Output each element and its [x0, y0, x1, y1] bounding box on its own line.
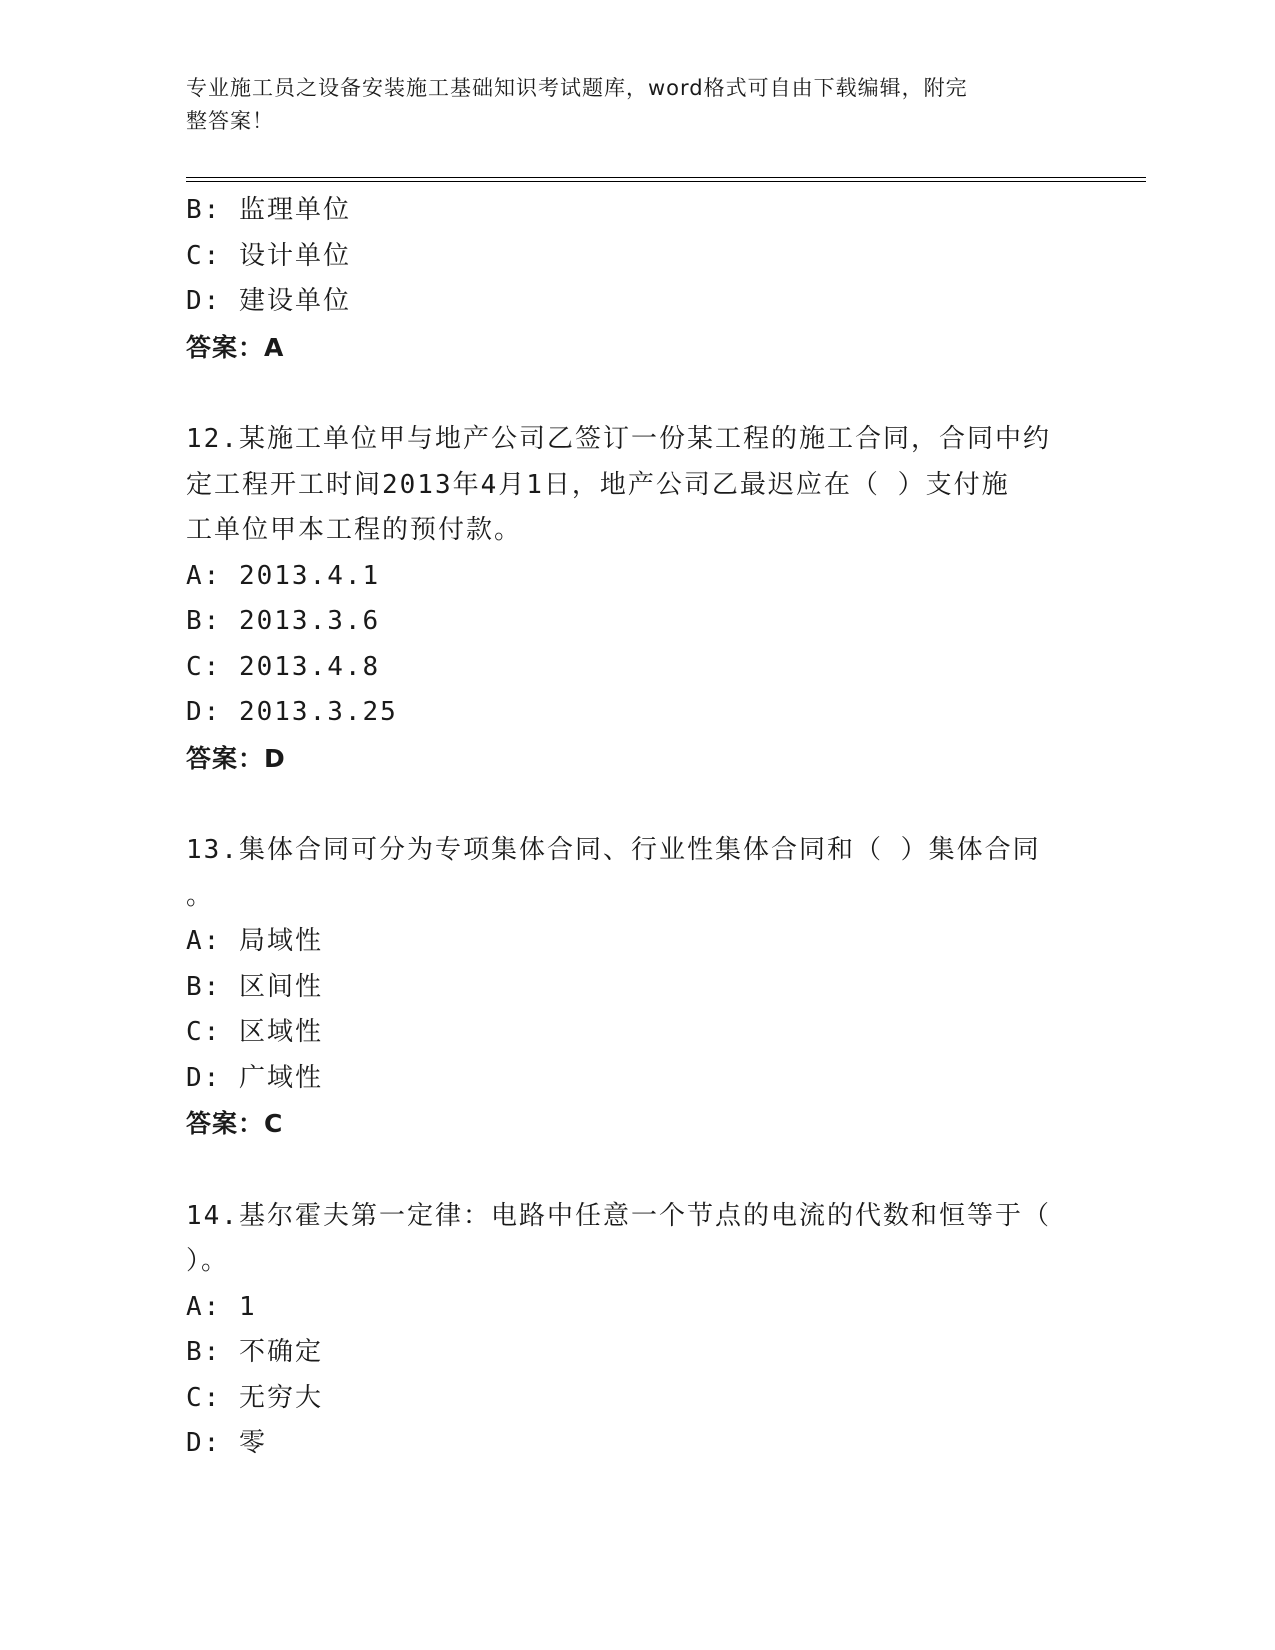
option-c: C: 设计单位 [186, 240, 351, 271]
header-divider-bottom [186, 181, 1146, 182]
option-d: D: 2013.3.25 [186, 697, 398, 727]
option-b: B: 不确定 [186, 1337, 323, 1367]
option-d: D: 广域性 [186, 1062, 323, 1093]
header-divider-top [186, 177, 1146, 178]
question-stem-line: 14.基尔霍夫第一定律：电路中任意一个节点的电流的代数和恒等于（ [186, 1200, 1051, 1231]
answer-label: 答案：D [186, 743, 286, 773]
question-stem-line: 工单位甲本工程的预付款。 [186, 515, 523, 545]
answer-label: 答案：C [186, 1109, 284, 1138]
question-spacer [186, 781, 1086, 828]
option-d: D: 建设单位 [186, 286, 351, 316]
question-stem-line: ）。 [186, 1246, 230, 1276]
header-title-line1: 专业施工员之设备安装施工基础知识考试题库，word格式可自由下载编辑，附完 [186, 76, 968, 100]
option-d: D: 零 [186, 1428, 267, 1458]
option-c: C: 2013.4.8 [186, 651, 381, 682]
header-title-line2: 整答案！ [186, 109, 274, 133]
option-a: A: 1 [186, 1291, 257, 1322]
question-spacer [186, 370, 1086, 417]
document-header [186, 72, 1086, 138]
option-b: B: 监理单位 [186, 195, 351, 225]
option-a: A: 2013.4.1 [186, 560, 381, 591]
question-stem-line: 12.某施工单位甲与地产公司乙签订一份某工程的施工合同，合同中约 [186, 424, 1051, 454]
option-a: A: 局域性 [186, 926, 323, 956]
option-b: B: 2013.3.6 [186, 606, 381, 636]
question-stem-line: 。 [186, 880, 215, 911]
question-11 [186, 188, 1086, 370]
question-stem-line: 定工程开工时间2013年4月1日，地产公司乙最迟应在（ ）支付施 [186, 469, 1010, 500]
answer-label: 答案：A [186, 332, 285, 362]
question-14 [186, 1194, 1086, 1467]
option-b: B: 区间性 [186, 971, 323, 1002]
option-c: C: 无穷大 [186, 1382, 323, 1413]
question-stem-line: 13.集体合同可分为专项集体合同、行业性集体合同和（ ）集体合同 [186, 835, 1041, 865]
option-c: C: 区域性 [186, 1017, 323, 1047]
question-13 [186, 828, 1086, 1147]
question-spacer [186, 1147, 1086, 1194]
question-list [186, 188, 1086, 1467]
question-12 [186, 417, 1086, 781]
